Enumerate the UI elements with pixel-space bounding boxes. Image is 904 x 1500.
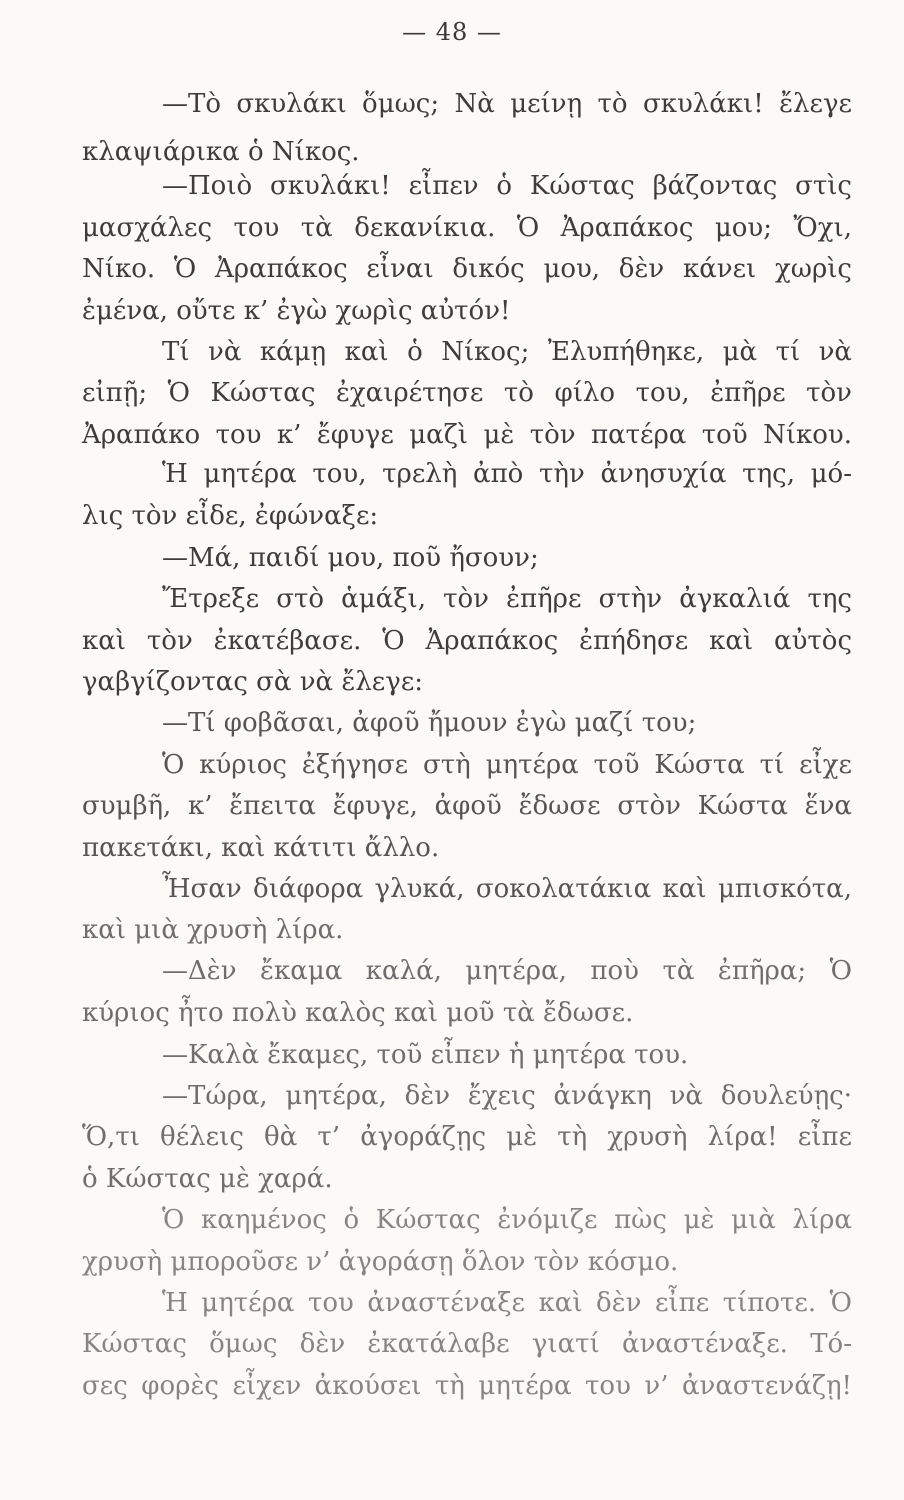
text-line: —Δὲν ἔκαμα καλά, μητέρα, ποὺ τὰ ἐπῆρα; Ὁ [162, 956, 852, 986]
text-line: σες φορὲς εἶχεν ἀκούσει τὴ μητέρα του ν’ ἀναστενάζῃ! [82, 1371, 852, 1401]
text-line: —Τὸ σκυλάκι ὅμως; Νὰ μείνῃ τὸ σκυλάκι! ἔλεγε [162, 89, 852, 119]
text-line: Ἔτρεξε στὸ ἁμάξι, τὸν ἐπῆρε στὴν ἀγκαλιά της [162, 584, 852, 614]
page-number: — 48 — [402, 18, 502, 46]
text-line: Τί νὰ κάμῃ καὶ ὁ Νίκος; Ἐλυπήθηκε, μὰ τί νὰ [162, 337, 852, 367]
text-line: —Τώρα, μητέρα, δὲν ἔχεις ἀνάγκη νὰ δουλεύῃς· [162, 1081, 852, 1111]
text-line: Ἀραπάκο του κ’ ἔφυγε μαζὶ μὲ τὸν πατέρα τοῦ Νίκου. [82, 420, 852, 450]
text-line: χρυσὴ μποροῦσε ν’ ἀγοράσῃ ὅλον τὸν κόσμο. [82, 1247, 679, 1277]
text-line: ὁ Κώστας μὲ χαρά. [82, 1164, 333, 1194]
text-line: Ἡ μητέρα του, τρελὴ ἀπὸ τὴν ἀνησυχία της, μό- [162, 459, 852, 489]
text-line: Ὁ κύριος ἐξήγησε στὴ μητέρα τοῦ Κώστα τί εἶχε [162, 750, 852, 780]
text-line: Ἡ μητέρα του ἀναστέναξε καὶ δὲν εἶπε τίποτε. Ὁ [162, 1288, 852, 1318]
text-line: εἰπῇ; Ὁ Κώστας ἐχαιρέτησε τὸ φίλο του, ἐπῆρε τὸν [82, 378, 852, 408]
text-line: καὶ μιὰ χρυσὴ λίρα. [82, 915, 344, 945]
text-line: κύριος ἦτο πολὺ καλὸς καὶ μοῦ τὰ ἔδωσε. [82, 998, 634, 1028]
text-line: λις τὸν εἶδε, ἐφώναξε: [82, 501, 379, 531]
text-line: συμβῆ, κ’ ἔπειτα ἔφυγε, ἀφοῦ ἔδωσε στὸν Κώστα ἕνα [82, 791, 852, 821]
text-line: Ὅ,τι θέλεις θὰ τ’ ἀγοράζῃς μὲ τὴ χρυσὴ λίρα! εἶπε [82, 1122, 852, 1152]
text-line: Ὁ καημένος ὁ Κώστας ἐνόμιζε πὼς μὲ μιὰ λίρα [162, 1205, 852, 1235]
text-line: Κώστας ὅμως δὲν ἐκατάλαβε γιατί ἀναστέναξε. Τό- [82, 1329, 852, 1359]
text-line: ἐμένα, οὔτε κ’ ἐγὼ χωρὶς αὐτόν! [82, 296, 511, 326]
text-line: —Μά, παιδί μου, ποῦ ἤσουν; [162, 543, 539, 573]
text-line: μασχάλες του τὰ δεκανίκια. Ὁ Ἀραπάκος μου; Ὄχι, [82, 213, 852, 243]
text-line: κλαψιάρικα ὁ Νίκος. [82, 137, 360, 167]
text-line: καὶ τὸν ἐκατέβασε. Ὁ Ἀραπάκος ἐπήδησε καὶ αὐτὸς [82, 626, 852, 656]
text-line: Νίκο. Ὁ Ἀραπάκος εἶναι δικός μου, δὲν κάνει χωρὶς [82, 254, 852, 284]
text-line: —Ποιὸ σκυλάκι! εἶπεν ὁ Κώστας βάζοντας στὶς [162, 171, 852, 201]
text-line: —Καλὰ ἔκαμες, τοῦ εἶπεν ἡ μητέρα του. [162, 1040, 689, 1070]
text-line: γαβγίζοντας σὰ νὰ ἔλεγε: [82, 667, 424, 697]
text-line: πακετάκι, καὶ κάτιτι ἄλλο. [82, 833, 440, 863]
text-line: Ἦσαν διάφορα γλυκά, σοκολατάκια καὶ μπισκότα, [162, 874, 852, 904]
text-line: —Τί φοβᾶσαι, ἀφοῦ ἤμουν ἐγὼ μαζί του; [162, 708, 697, 738]
